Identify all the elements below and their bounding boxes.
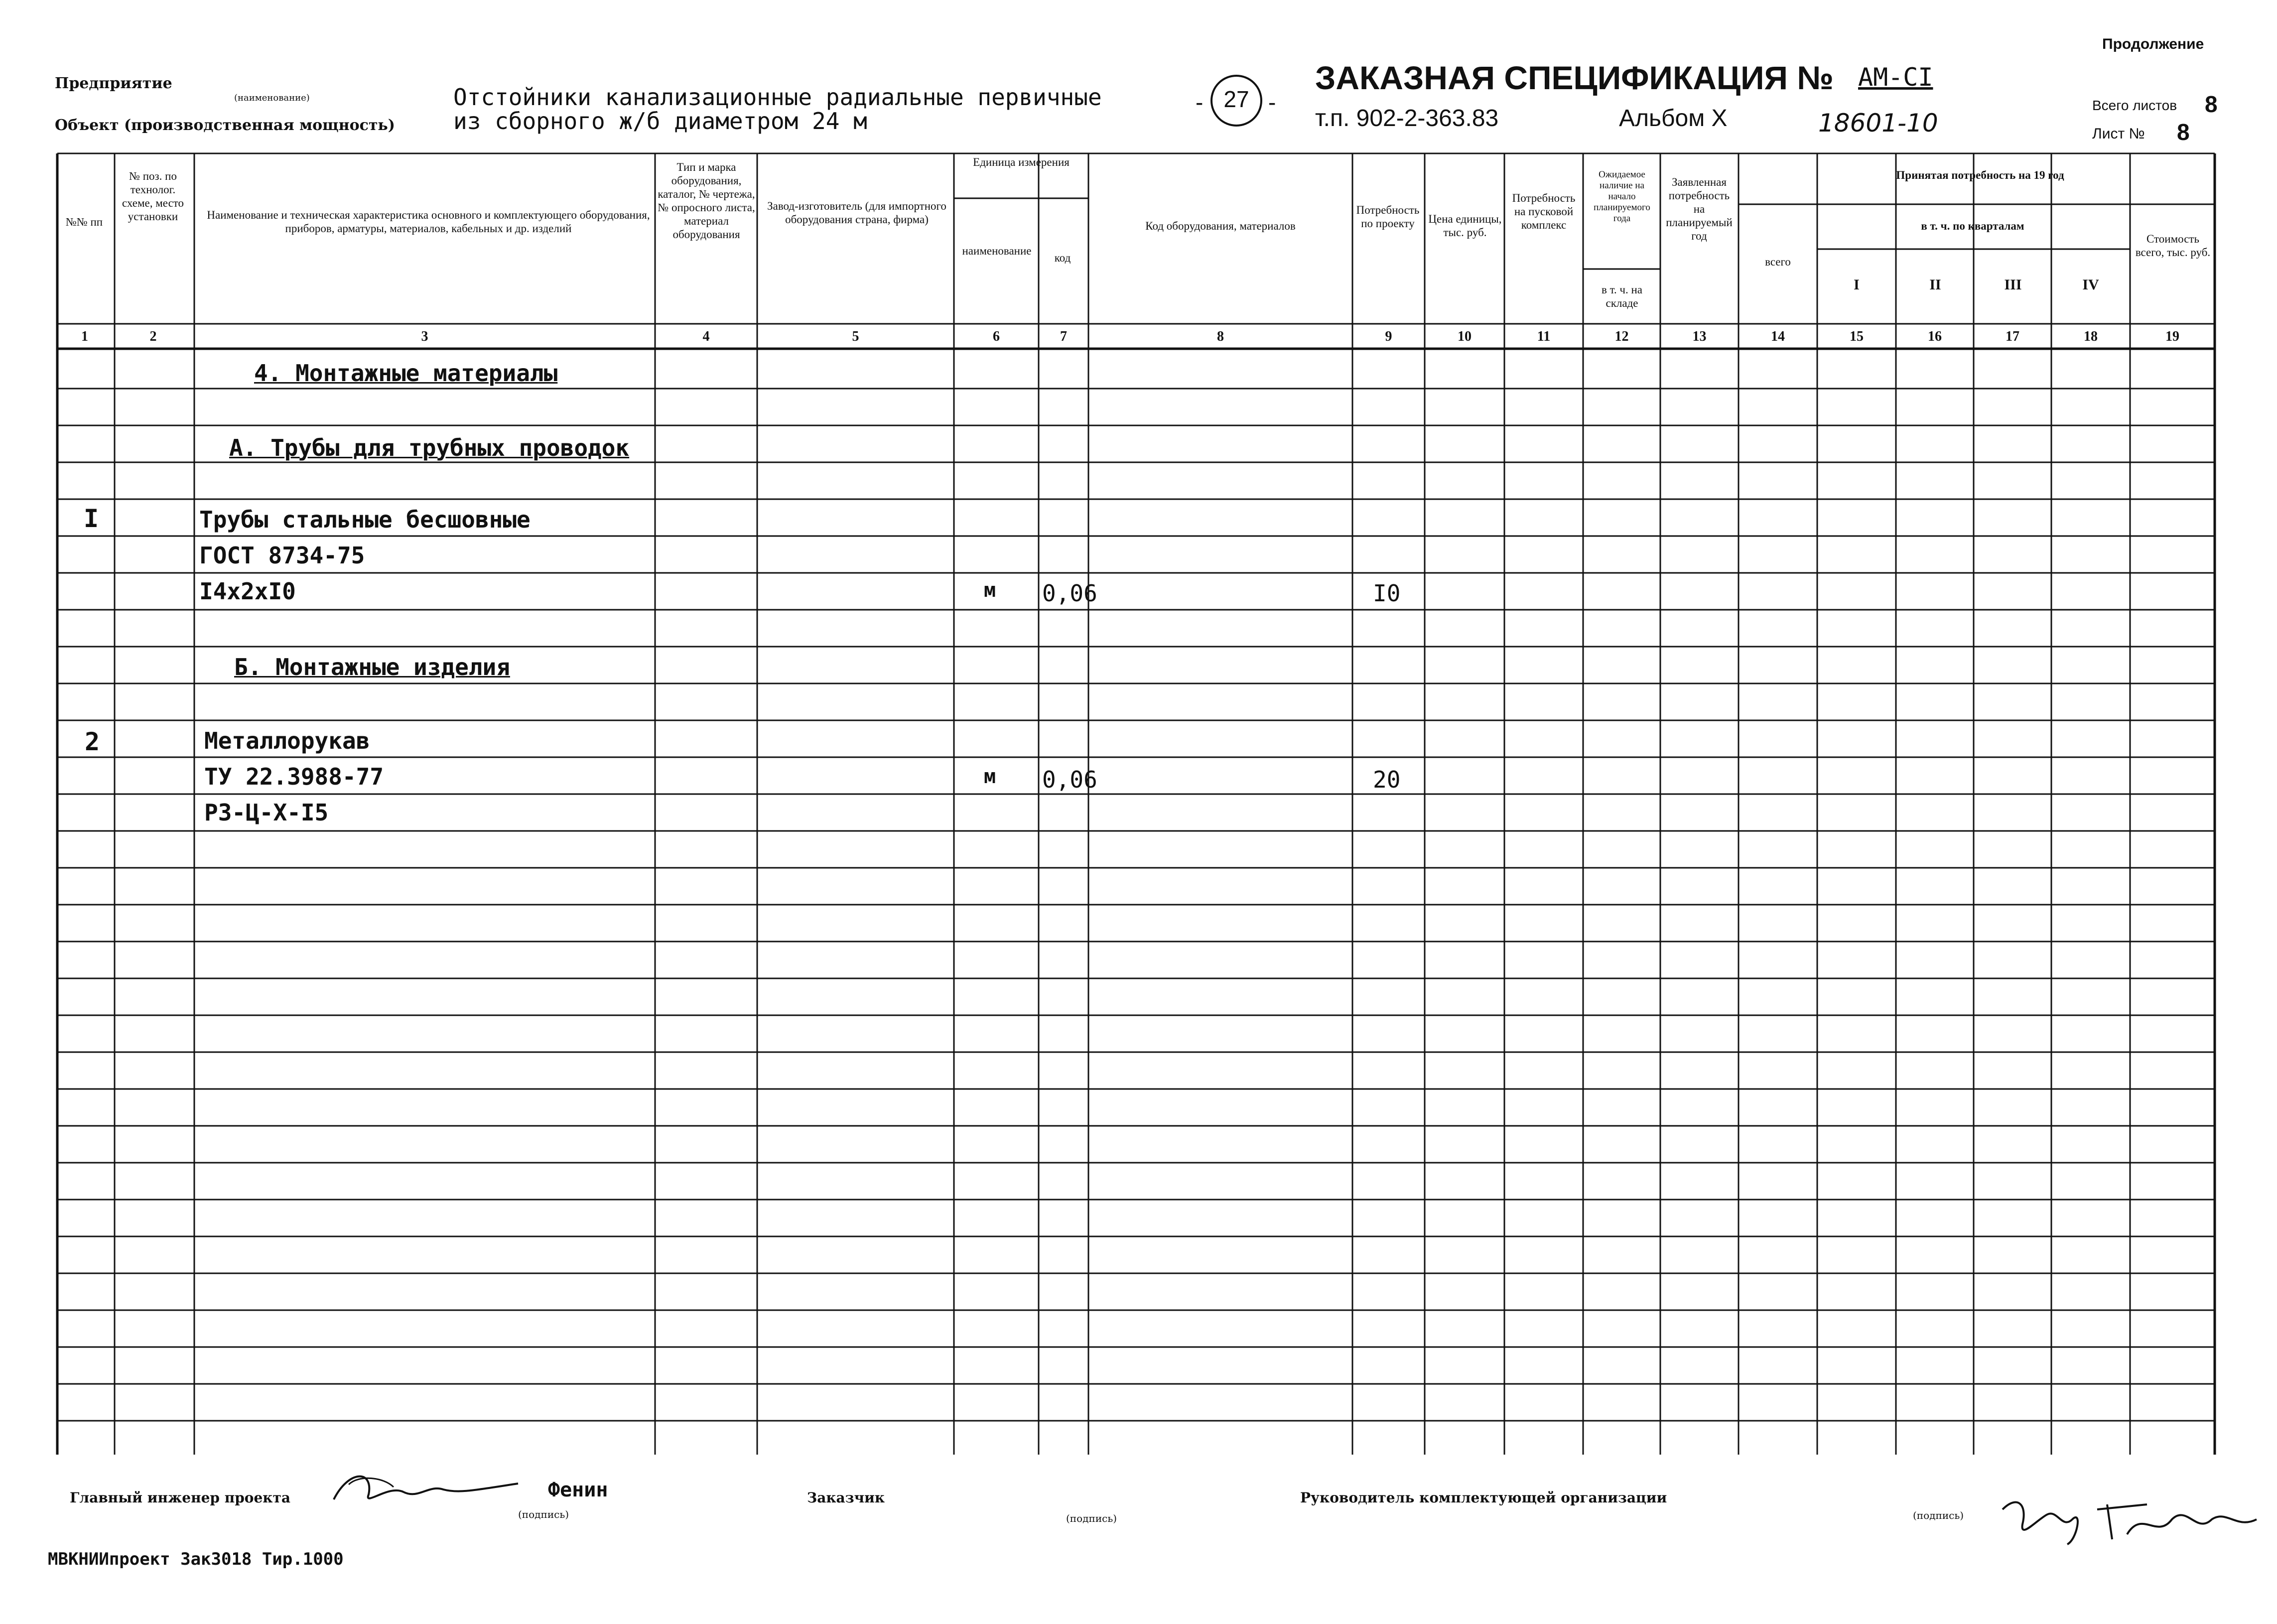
column-number: 9 (1385, 329, 1392, 344)
item-name: Трубы стальные бесшовные (199, 506, 531, 533)
section-heading: 4. Монтажные материалы (254, 360, 558, 387)
item-project-demand: 20 (1373, 766, 1401, 793)
column-number: 7 (1060, 329, 1067, 344)
header-unit-price: Цена единицы, тыс. руб. (1428, 213, 1502, 239)
subsection-heading: А. Трубы для трубных проводок (229, 434, 630, 461)
total-sheets-label: Всего листов (2092, 98, 2177, 113)
column-number: 2 (149, 329, 157, 344)
header-q1: I (1854, 276, 1860, 293)
column-number: 5 (852, 329, 859, 344)
column-number: 8 (1217, 329, 1224, 344)
header-unit-code: код (1054, 252, 1071, 264)
item-unit-name: м (984, 765, 996, 788)
header-declared-demand: Заявленная потребность на планируемый год (1666, 176, 1733, 242)
item-size: РЗ-Ц-Х-I5 (204, 799, 329, 826)
chief-engineer-name: Фенин (548, 1479, 608, 1501)
customer-label: Заказчик (807, 1489, 885, 1506)
sheet-number: 8 (2177, 119, 2190, 145)
header-in-warehouse: в т. ч. на складе (1601, 283, 1643, 309)
organization-head-signature (1998, 1489, 2267, 1549)
header-row-number: №№ пп (65, 216, 103, 228)
typical-project: т.п. 902-2-363.83 (1315, 105, 1499, 132)
item-size: I4x2xI0 (199, 578, 296, 605)
column-number: 16 (1928, 329, 1942, 344)
total-sheets: 8 (2205, 91, 2218, 117)
header-q4: IV (2082, 276, 2099, 293)
album-number: Альбом X (1619, 105, 1728, 132)
header-expected-stock: Ожидаемое наличие на начало планируемого года (1594, 169, 1650, 224)
header-position: № поз. по технолог. схеме, место установки (122, 170, 184, 223)
document-title: ЗАКАЗНАЯ СПЕЦИФИКАЦИЯ № (1315, 59, 1834, 96)
column-number: 18 (2084, 329, 2098, 344)
column-number: 1 (81, 329, 88, 344)
column-number: 13 (1692, 329, 1707, 344)
enterprise-sublabel: (наименование) (234, 93, 310, 103)
column-number: 15 (1850, 329, 1864, 344)
subsection-heading: Б. Монтажные изделия (234, 654, 510, 680)
header-startup-complex: Потребность на пусковой комплекс (1512, 192, 1576, 231)
stamp-number: 27 (1223, 86, 1249, 112)
item-project-demand: I0 (1373, 580, 1401, 607)
signature-caption: (подпись) (1913, 1509, 1964, 1521)
column-number: 19 (2165, 329, 2179, 344)
header-name: Наименование и техническая характеристика основного и комплектующего оборудования, приборов, арматуры, материалов, кабельных и др. изделий (207, 209, 650, 235)
column-number: 6 (993, 329, 1000, 344)
signature-caption: (подпись) (1066, 1512, 1117, 1524)
item-standard: ТУ 22.3988-77 (204, 763, 384, 790)
sheet-label: Лист № (2092, 126, 2145, 142)
enterprise-label: Предприятие (55, 75, 172, 92)
object-name-line2: из сборного ж/б диаметром 24 м (453, 108, 867, 135)
item-number: 2 (85, 727, 100, 756)
header-q2: II (1929, 276, 1941, 293)
signature-caption: (подпись) (518, 1508, 569, 1520)
header-project-demand: Потребность по проекту (1356, 204, 1420, 230)
header-total: всего (1765, 256, 1791, 268)
continuation-note: Продолжение (2102, 36, 2204, 52)
chief-engineer-signature (329, 1465, 523, 1509)
header-unit-name: наименование (962, 245, 1032, 257)
column-number: 14 (1771, 329, 1785, 344)
item-name: Металлорукав (204, 727, 370, 754)
stamp-dash-left: - (1196, 89, 1204, 115)
header-manufacturer: Завод-изготовитель (для импортного оборудования страна, фирма) (767, 200, 946, 226)
chief-engineer-label: Главный инженер проекта (70, 1489, 291, 1506)
column-number: 10 (1458, 329, 1472, 344)
header-type: Тип и марка оборудования, каталог, № чертежа, № опросного листа, материал оборудования (658, 161, 755, 241)
column-number: 4 (702, 329, 710, 344)
column-number: 17 (2006, 329, 2019, 344)
print-imprint: МВКНИИпроект Зак3018 Тир.1000 (48, 1549, 344, 1569)
item-number: I (84, 504, 99, 533)
column-number: 11 (1537, 329, 1551, 344)
header-q3: III (2004, 276, 2022, 293)
header-cost: Стоимость всего, тыс. руб. (2135, 233, 2211, 259)
item-unit-name: м (984, 579, 996, 602)
object-label: Объект (производственная мощность) (55, 117, 395, 134)
header-quarters-group: в т. ч. по кварталам (1921, 220, 2024, 232)
object-name-line1: Отстойники канализационные радиальные первичные (453, 84, 1102, 111)
header-unit-group: Единица измерения (973, 156, 1070, 168)
item-unit-code: 0,06 (1042, 766, 1097, 793)
header-equipment-code: Код оборудования, материалов (1145, 220, 1296, 232)
item-standard: ГОСТ 8734-75 (199, 542, 365, 569)
header-accepted-group: Принятая потребность на 19 год (1896, 169, 2064, 181)
item-unit-code: 0,06 (1042, 580, 1097, 607)
stamp-dash-right: - (1268, 89, 1276, 115)
column-number: 12 (1614, 329, 1629, 344)
handwritten-number: 18601-10 (1818, 109, 1938, 137)
column-number: 3 (421, 329, 428, 344)
organization-head-label: Руководитель комплектующей организации (1300, 1489, 1667, 1506)
specification-code: АМ-СI (1858, 63, 1933, 92)
